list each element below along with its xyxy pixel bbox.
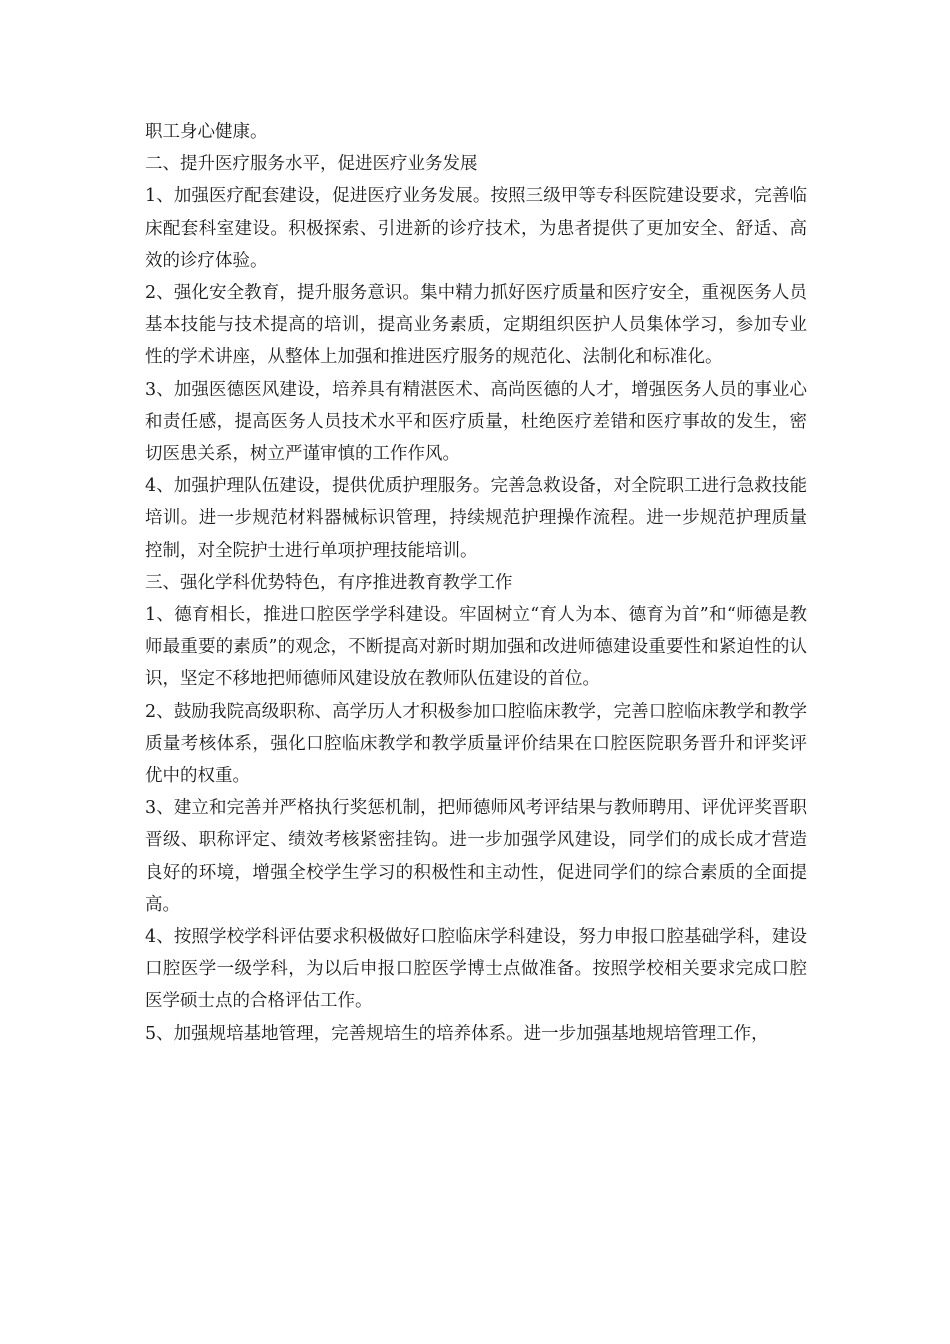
section-heading-2: 二、提升医疗服务水平，促进医疗业务发展: [145, 154, 478, 175]
paragraph-3-5: 5、加强规培基地管理，完善规培生的培养体系。进一步加强基地规培管理工作，: [145, 1023, 769, 1044]
paragraph-1: 职工身心健康。: [145, 122, 268, 142]
paragraph-3-1: 1、德育相长，推进口腔医学学科建设。牢固树立“育人为本、德育为首”和“师德是教师最重要的素质”的观念，不断提高对新时期加强和改进师德建设重要性和紧迫性的认识，坚定不移地把师德师风建设放在教师队伍建设的首位。: [145, 605, 807, 690]
paragraph-2-4: 4、加强护理队伍建设，提供优质护理服务。完善急救设备，对全院职工进行急救技能培训。进一步规范材料器械标识管理，持续规范护理操作流程。进一步规范护理质量控制，对全院护士进行单项护理技能培训。: [145, 476, 807, 561]
section-heading-3: 三、强化学科优势特色，有序推进教育教学工作: [145, 572, 513, 593]
paragraph-2-2: 2、强化安全教育，提升服务意识。集中精力抓好医疗质量和医疗安全，重视医务人员基本技能与技术提高的培训，提高业务素质，定期组织医护人员集体学习，参加专业性的学术讲座，从整体上加强和推进医疗服务的规范化、法制化和标准化。: [145, 283, 807, 368]
document-body: [145, 116, 807, 1050]
paragraph-2-1: 1、加强医疗配套建设，促进医疗业务发展。按照三级甲等专科医院建设要求，完善临床配套科室建设。积极探索、引进新的诊疗技术，为患者提供了更加安全、舒适、高效的诊疗体验。: [145, 186, 807, 271]
paragraph-3-3: 3、建立和完善并严格执行奖惩机制，把师德师风考评结果与教师聘用、评优评奖晋职晋级、职称评定、绩效考核紧密挂钩。进一步加强学风建设，同学们的成长成才营造良好的环境，增强全校学生学习的积极性和主动性，促进同学们的综合素质的全面提高。: [145, 798, 807, 915]
paragraph-2-3: 3、加强医德医风建设，培养具有精湛医术、高尚医德的人才，增强医务人员的事业心和责任感，提高医务人员技术水平和医疗质量，杜绝医疗差错和医疗事故的发生，密切医患关系，树立严谨审慎的工作作风。: [145, 379, 807, 465]
paragraph-3-2: 2、鼓励我院高级职称、高学历人才积极参加口腔临床教学，完善口腔临床教学和教学质量考核体系，强化口腔临床教学和教学质量评价结果在口腔医院职务晋升和评奖评优中的权重。: [145, 701, 807, 787]
paragraph-3-4: 4、按照学校学科评估要求积极做好口腔临床学科建设，努力申报口腔基础学科，建设口腔医学一级学科，为以后申报口腔医学博士点做准备。按照学校相关要求完成口腔医学硕士点的合格评估工作。: [145, 927, 807, 1012]
